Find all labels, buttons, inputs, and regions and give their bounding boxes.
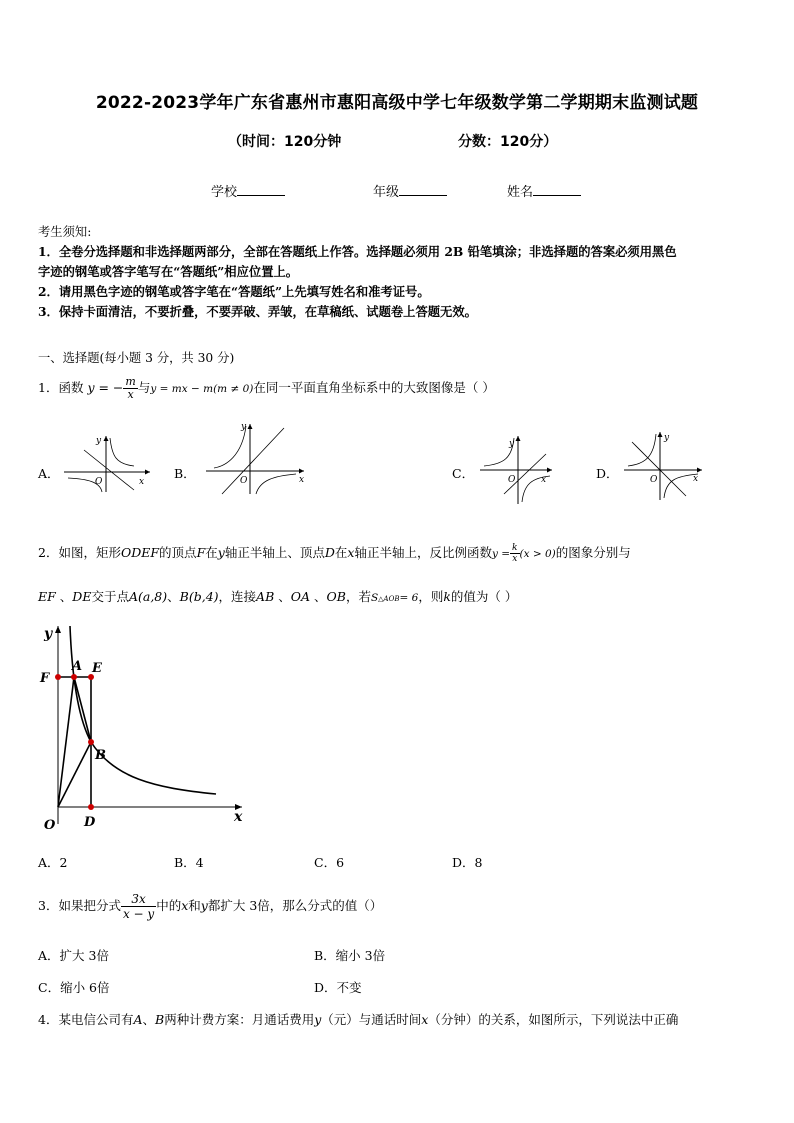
axis-x-label: x [139, 477, 145, 487]
label-f: F [40, 671, 50, 686]
grade-field [373, 181, 447, 200]
notice-item: 2．请用黑色字迹的钢笔或答字笔在“答题纸”上先填写姓名和准考证号。 [38, 284, 430, 299]
q3-option-d[interactable]: D．不变 [314, 980, 362, 995]
school-field [211, 181, 285, 200]
q2-option-b[interactable]: B．4 [174, 855, 204, 870]
axis-x-label: x [541, 475, 547, 485]
q3-option-c[interactable]: C．缩小 6倍 [38, 980, 110, 995]
segment-oa [58, 677, 74, 807]
q2-figure [34, 618, 254, 833]
segment-ob [58, 742, 91, 807]
axis-y-label: y [509, 439, 515, 449]
notice-block [38, 222, 768, 322]
section-heading: 一、选择题(每小题 3 分，共 30 分) [38, 351, 235, 365]
q2-fraction: $\frac{k}{x}$ [512, 543, 518, 564]
q1-graph-b[interactable] [200, 420, 310, 496]
question-2-line2: EF 、DE交于点A(a,8)、B(b,4)，连接AB 、OA 、OB，若S△AOB= 6，则k的值为（ ） [38, 589, 518, 604]
question-4: 4．某电信公司有A、B两种计费方案：月通话费用y（元）与通话时间x（分钟）的关系，如图所示，下列说法中正确 [38, 1012, 679, 1027]
question-3: 3．如果把分式 $\frac{3x}{x - y}$ 中的x和y都扩大 3倍，那么分式的值（） [38, 892, 383, 921]
origin-label: O [508, 475, 516, 485]
point-f [55, 674, 61, 680]
label-o: O [44, 818, 56, 833]
exam-time: （时间：120分钟 [228, 134, 342, 150]
question-2-line1: 2．如图，矩形ODEF的顶点F在y轴正半轴上、顶点D在x轴正半轴上，反比例函数y = $\frac{k}{x}$ (x > 0)的图象分别与 [38, 543, 631, 564]
q1-option-c-label[interactable]: C． [452, 466, 475, 481]
q1-tail: 在同一平面直角坐标系中的大致图像是（ ） [253, 380, 495, 395]
point-b [88, 739, 94, 745]
axis-x-label: x [234, 809, 243, 825]
q1-option-b-label[interactable]: B． [174, 466, 196, 481]
q3-option-b[interactable]: B．缩小 3倍 [314, 948, 386, 963]
school-blank[interactable] [237, 183, 285, 196]
exam-score: 分数：120分） [458, 134, 558, 150]
q2-option-a[interactable]: A．2 [38, 855, 68, 870]
axis-y-label: y [96, 436, 102, 446]
origin-label: O [650, 475, 658, 485]
notice-item: 字迹的钢笔或答字笔写在“答题纸”相应位置上。 [38, 264, 299, 279]
axis-x-label: x [693, 474, 699, 484]
q1-mid: 与 [137, 380, 151, 395]
q1-number: 1．函数 [38, 380, 84, 395]
q1-option-d-label[interactable]: D． [596, 466, 619, 481]
q3-option-a[interactable]: A．扩大 3倍 [38, 948, 109, 963]
q1-graph-a[interactable] [62, 432, 154, 494]
axis-x-label: x [299, 475, 305, 485]
q1-fraction: $\frac{m}{x}$ [125, 375, 136, 401]
school-label: 学校 [211, 185, 238, 200]
q2-option-d[interactable]: D．8 [452, 855, 483, 870]
axis-y-label: y [664, 433, 670, 443]
notice-item: 3．保持卡面清洁，不要折叠，不要弄破、弄皱，在草稿纸、试题卷上答题无效。 [38, 304, 477, 319]
question-1 [38, 374, 495, 403]
name-blank[interactable] [533, 183, 581, 196]
segment-ab [74, 677, 91, 742]
page-title: 2022-2023学年广东省惠州市惠阳高级中学七年级数学第二学期期末监测试题 [95, 93, 699, 113]
notice-item: 1．全卷分选择题和非选择题两部分，全部在答题纸上作答。选择题必须用 2B 铅笔填涂；非选择题的答案必须用黑色 [38, 244, 677, 259]
axis-y-label: y [44, 626, 53, 642]
axis-y-label: y [241, 422, 247, 432]
label-b: B [95, 748, 106, 763]
grade-blank[interactable] [399, 183, 447, 196]
q1-option-a-label[interactable]: A． [38, 466, 60, 481]
label-a: A [72, 659, 83, 674]
origin-label: O [240, 476, 248, 486]
origin-label: O [95, 477, 103, 487]
name-label: 姓名 [507, 185, 534, 200]
grade-label: 年级 [373, 185, 400, 200]
q1-graph-d[interactable] [620, 428, 706, 502]
notice-heading: 考生须知: [38, 225, 92, 239]
label-d: D [84, 815, 96, 830]
point-d [88, 804, 94, 810]
q2-option-c[interactable]: C．6 [314, 855, 345, 870]
point-a [71, 674, 77, 680]
q1-func1: y = − [87, 380, 124, 395]
label-e: E [92, 661, 102, 676]
hyperbola-curve [70, 626, 216, 794]
q3-fraction: $\frac{3x}{x - y}$ [122, 892, 155, 921]
name-field [507, 181, 581, 200]
q1-graph-c[interactable] [476, 432, 556, 506]
q1-func2: y = mx − m(m ≠ 0) [150, 383, 254, 395]
